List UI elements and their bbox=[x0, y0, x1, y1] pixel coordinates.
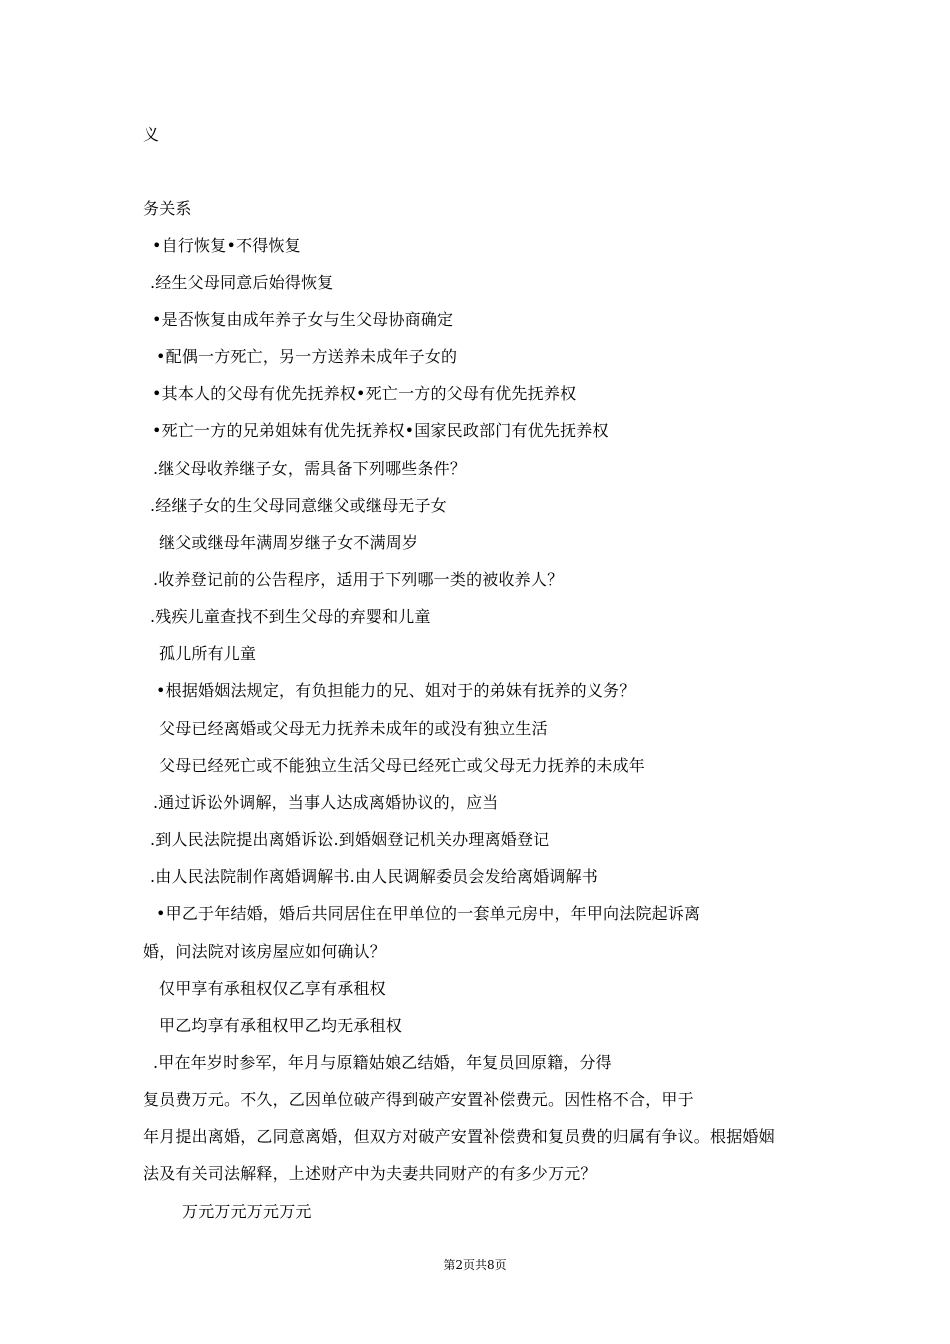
text-line: •配偶一方死亡，另一方送养未成年子女的 bbox=[156, 347, 458, 366]
text-line: 务关系 bbox=[143, 199, 192, 218]
text-line: 继父或继母年满周岁继子女不满周岁 bbox=[159, 533, 419, 552]
text-line: 父母已经死亡或不能独立生活父母已经死亡或父母无力抚养的未成年 bbox=[159, 756, 646, 775]
text-line: .经生父母同意后始得恢复 bbox=[150, 273, 334, 292]
text-line: .甲在年岁时参军，年月与原籍姑娘乙结婚，年复员回原籍，分得 bbox=[153, 1053, 612, 1072]
text-line: 义 bbox=[143, 125, 160, 144]
text-line: 万元万元万元万元 bbox=[182, 1202, 312, 1221]
text-line: •其本人的父母有优先抚养权•死亡一方的父母有优先抚养权 bbox=[152, 384, 577, 403]
text-line: .残疾儿童查找不到生父母的弃婴和儿童 bbox=[150, 607, 431, 626]
text-line: .收养登记前的公告程序，适用于下列哪一类的被收养人？ bbox=[153, 570, 564, 589]
text-line: 孤儿所有儿童 bbox=[159, 644, 257, 663]
text-line: •根据婚姻法规定，有负担能力的兄、姐对于的弟妹有抚养的义务？ bbox=[156, 681, 636, 700]
text-line: 法及有关司法解释，上述财产中为夫妻共同财产的有多少万元？ bbox=[143, 1164, 597, 1183]
text-line: 父母已经离婚或父母无力抚养未成年的或没有独立生活 bbox=[159, 719, 548, 738]
text-line: .由人民法院制作离婚调解书.由人民调解委员会发给离婚调解书 bbox=[150, 867, 598, 886]
text-line: •自行恢复•不得恢复 bbox=[152, 236, 301, 255]
text-line: •是否恢复由成年养子女与生父母协商确定 bbox=[152, 310, 454, 329]
text-line: .到人民法院提出离婚诉讼.到婚姻登记机关办理离婚登记 bbox=[150, 830, 550, 849]
text-line: •甲乙于年结婚，婚后共同居住在甲单位的一套单元房中，年甲向法院起诉离 bbox=[156, 904, 701, 923]
page-footer: 第2页共8页 bbox=[443, 1258, 507, 1272]
text-line: 仅甲享有承租权仅乙享有承租权 bbox=[159, 979, 386, 998]
text-line: 甲乙均享有承租权甲乙均无承租权 bbox=[159, 1016, 403, 1035]
text-line: 复员费万元。不久，乙因单位破产得到破产安置补偿费元。因性格不合，甲于 bbox=[143, 1090, 694, 1109]
text-line: •死亡一方的兄弟姐妹有优先抚养权•国家民政部门有优先抚养权 bbox=[152, 421, 609, 440]
text-line: .通过诉讼外调解，当事人达成离婚协议的，应当 bbox=[153, 793, 499, 812]
text-line: 婚，问法院对该房屋应如何确认？ bbox=[143, 942, 387, 961]
text-line: 年月提出离婚，乙同意离婚，但双方对破产安置补偿费和复员费的归属有争议。根据婚姻 bbox=[143, 1127, 775, 1146]
text-line: .继父母收养继子女，需具备下列哪些条件？ bbox=[153, 459, 467, 478]
text-line: .经继子女的生父母同意继父或继母无子女 bbox=[150, 496, 447, 515]
